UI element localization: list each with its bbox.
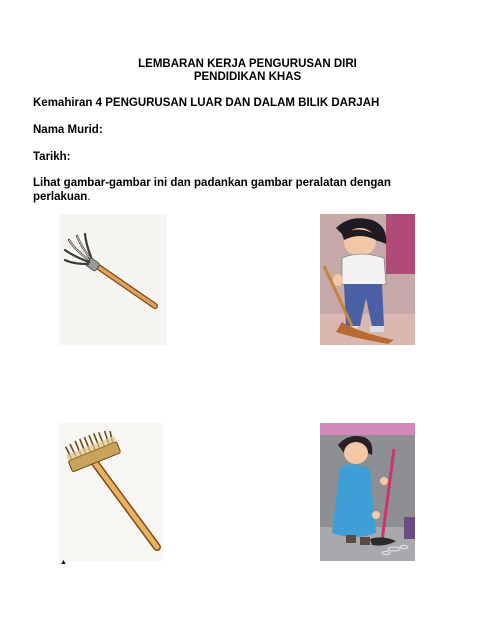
skill-heading: Kemahiran 4 PENGURUSAN LUAR DAN DALAM BILIK DARJAH [33, 97, 380, 109]
girl-sweeping-image [320, 214, 415, 345]
student-name-label: Nama Murid: [33, 124, 103, 136]
title-line-2: PENDIDIKAN KHAS [193, 71, 302, 83]
mop-icon [59, 214, 167, 345]
broom-tool-image [59, 423, 163, 561]
worksheet-title [0, 58, 495, 84]
mop-tool-image [59, 214, 167, 345]
mopping-girl-icon [320, 423, 415, 561]
girl-mopping-image [320, 423, 415, 561]
sweeping-girl-icon [320, 214, 415, 345]
scrub-brush-icon [59, 423, 163, 561]
page-marker: ▲ [60, 559, 67, 566]
date-label: Tarikh: [33, 151, 71, 163]
instruction-text: Lihat gambar-gambar ini dan padankan gambar peralatan dengan perlakuan. [33, 177, 391, 203]
title-line-1: LEMBARAN KERJA PENGURUSAN DIRI [138, 58, 357, 70]
